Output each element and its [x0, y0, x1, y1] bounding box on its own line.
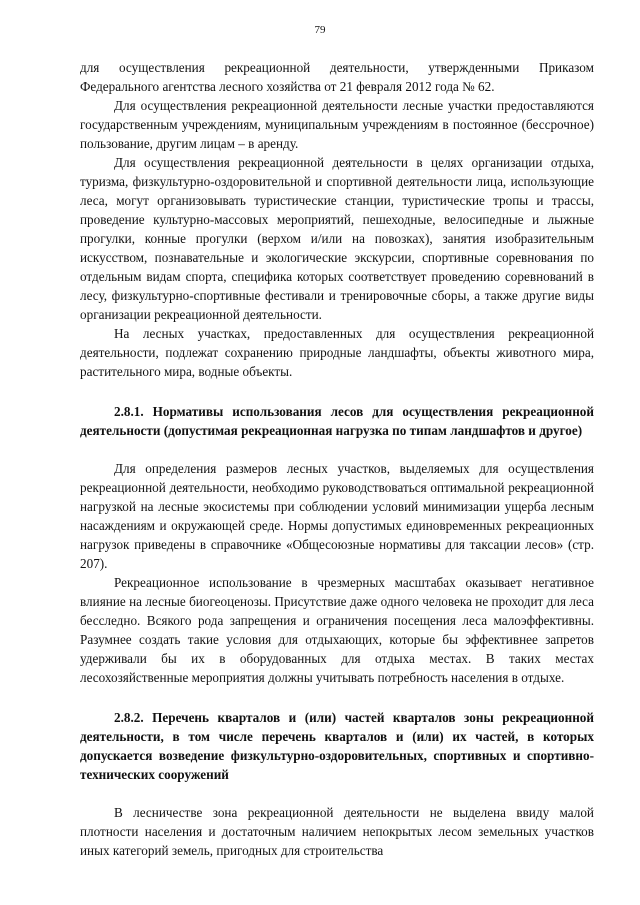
page-content [80, 58, 594, 860]
section-heading-2-8-1: 2.8.1. Нормативы использования лесов для осуществления рекреационной деятельности (допустимая рекреационная нагрузка по типам ландшафтов и другое) [80, 404, 594, 438]
paragraph: Для определения размеров лесных участков, выделяемых для осуществления рекреационной деятельности, необходимо руководствоваться оптимальной рекреационной нагрузкой на лесные экосистемы при соблюдении условий минимизации ущерба лесным насаждениям и окружающей среде. Нормы допустимых единовременных рекреационных нагрузок приведены в справочнике «Общесоюзные нормативы для таксации лесов» (стр. 207). [80, 461, 594, 571]
paragraph: На лесных участках, предоставленных для осуществления рекреационной деятельности, подлежат сохранению природные ландшафты, объекты животного мира, растительного мира, водные объекты. [80, 326, 594, 379]
paragraph: В лесничестве зона рекреационной деятельности не выделена ввиду малой плотности населения и достаточным наличием непокрытых лесом земельных участков иных категорий земель, пригодных для строительства [80, 805, 594, 858]
paragraph: для осуществления рекреационной деятельности, утвержденными Приказом Федерального агентства лесного хозяйства от 21 февраля 2012 года № 62. [80, 60, 594, 94]
section-heading-2-8-2: 2.8.2. Перечень кварталов и (или) частей кварталов зоны рекреационной деятельности, в том числе перечень кварталов и (или) их частей, в которых допускается возведение физкультурно-оздоровительных, спортивных и спортивно-технических сооружений [80, 710, 594, 782]
page-number: 79 [314, 24, 326, 36]
paragraph: Для осуществления рекреационной деятельности в целях организации отдыха, туризма, физкультурно-оздоровительной и спортивной деятельности лица, использующие леса, могут организовывать туристические станции, туристические тропы и трассы, проведение культурно-массовых мероприятий, пешеходные, велосипедные и лыжные прогулки, конные прогулки (верхом и/или на повозках), занятия изобразительным искусством, познавательные и экологические экскурсии, спортивные соревнования по отдельным видам спорта, специфика которых соответствует проведению соревнований в лесу, физкультурно-спортивные фестивали и тренировочные сборы, а также другие виды организации рекреационной деятельности. [80, 155, 594, 322]
paragraph: Рекреационное использование в чрезмерных масштабах оказывает негативное влияние на лесные биогеоценозы. Присутствие даже одного человека не проходит для леса бесследно. Всякого рода запрещения и ограничения посещения леса малоэффективны. Разумнее создать такие условия для отдыхающих, которые бы эффективнее запретов удерживали бы их в оборудованных для отдыха местах. В таких местах лесохозяйственные мероприятия должны учитывать потребность населения в отдыхе. [80, 575, 594, 685]
paragraph: Для осуществления рекреационной деятельности лесные участки предоставляются государственным учреждениям, муниципальным учреждениям в постоянное (бессрочное) пользование, другим лицам – в аренду. [80, 98, 594, 151]
